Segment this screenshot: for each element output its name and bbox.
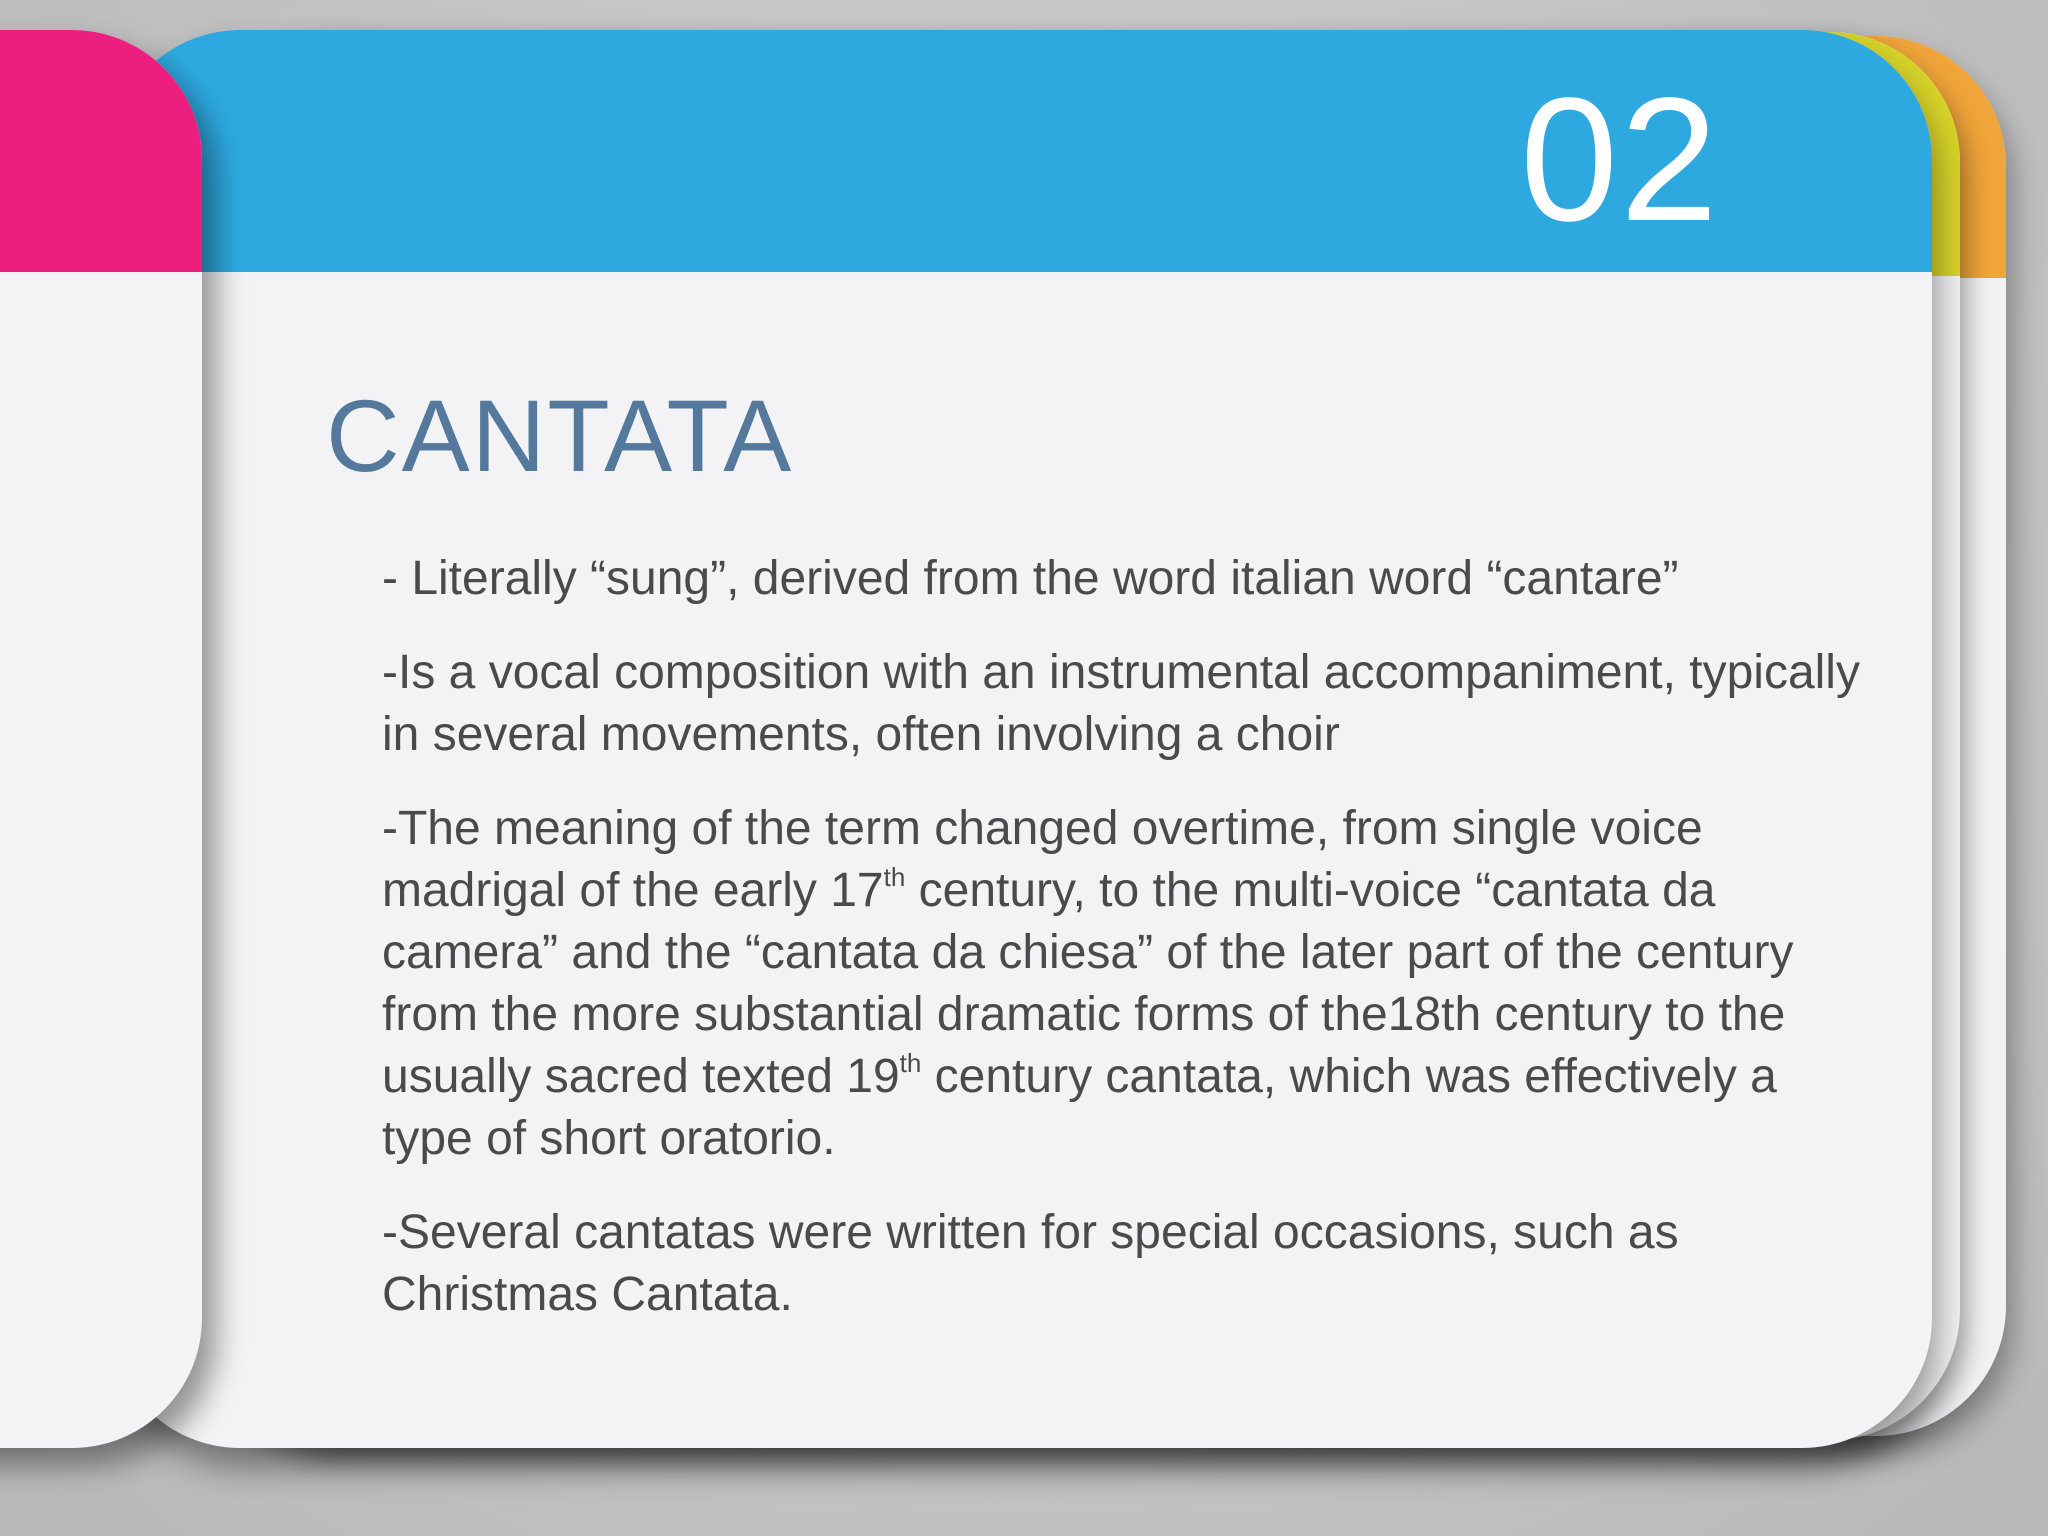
side-card-pink-tab (0, 30, 202, 272)
paragraph-3-part-2: century, to the multi-voice “cantata da camera” and the “cantata da chiesa” of the later part of the century from the more substantial dramatic forms of the18th century to the usually sacred texted 19 (382, 864, 1794, 1103)
bullet-paragraph-1: - Literally “sung”, derived from the word italian word “cantare” (382, 552, 1679, 605)
slide-body (382, 548, 1862, 1358)
side-card-pink (0, 30, 202, 1448)
slide-title: CANTATA (326, 379, 794, 493)
bullet-paragraph-4: -Several cantatas were written for special occasions, such as Christmas Cantata. (382, 1206, 1679, 1321)
bullet-paragraph-2: -Is a vocal composition with an instrumental accompaniment, typically in several movements, often involving a choir (382, 646, 1860, 761)
paragraph-3-part-1: -The meaning of the term changed overtime, from single voice madrigal of the early 17 (382, 802, 1703, 917)
bullet-paragraph-3 (382, 798, 1862, 1170)
ordinal-suffix: th (883, 862, 906, 892)
slide-number: 02 (1520, 62, 1720, 258)
ordinal-suffix: th (899, 1048, 922, 1078)
paragraph-3-part-3: century cantata, which was effectively a type of short oratorio. (382, 1050, 1777, 1165)
